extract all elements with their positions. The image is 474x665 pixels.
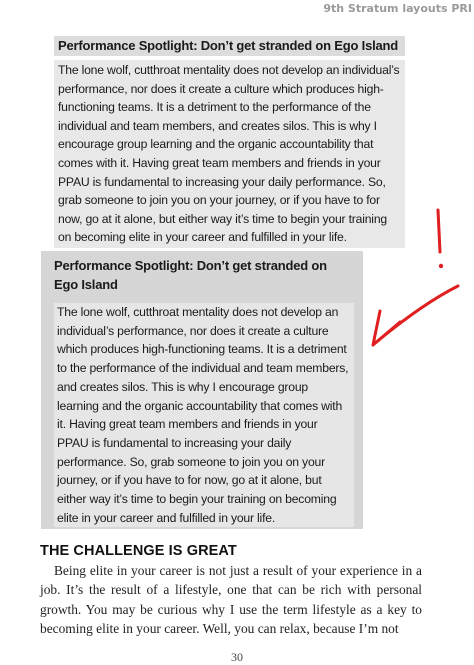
spotlight-box-original xyxy=(54,36,405,248)
spotlight-box-revised xyxy=(41,251,363,529)
page-number: 30 xyxy=(231,650,243,664)
section-paragraph: Being elite in your career is not just a result of your experience in a job. It’s the result of a lifestyle, one that can be rich with personal growth. You may be curious why I use the term lifestyle as a key to becoming elite in your career. Well, you can relax, because I’m not xyxy=(40,563,422,636)
spotlight-title: Performance Spotlight: Don’t get stranded on Ego Island xyxy=(54,258,327,292)
document-header-title: 9th Stratum layouts PRI xyxy=(323,2,472,15)
section-heading: THE CHALLENGE IS GREAT xyxy=(40,543,237,559)
exclamation-arrow-annotation-icon xyxy=(360,200,470,360)
spotlight-body: The lone wolf, cutthroat mentality does not develop an individual’s performance, nor does it create a culture which produces high-functioning teams. It is a detriment to the performance of the individual and team members, and creates silos. This is why I encourage group learning and the organic accountability that comes with it. Having great team members and friends in your PPAU is fundamental to increasing your daily performance. So, grab someone to join you on your journey, or if you have to for now, go at it alone, but either way it’s time to begin your training on becoming elite in your career and fulfilled in your life. xyxy=(54,60,405,248)
spotlight-title: Performance Spotlight: Don’t get stranded on Ego Island xyxy=(54,36,405,56)
spotlight-body: The lone wolf, cutthroat mentality does not develop an individual’s performance, nor does it create a culture which produces high-functioning teams. It is a detriment to the performance of the individual and team members, and creates silos. This is why I encourage group learning and the organic accountability that comes with it. Having great team members and friends in your PPAU is fundamental to increasing your daily performance. So, grab someone to join you on your journey, or if you have to for now, go at it alone, but either way it’s time to begin your training on becoming elite in your career and fulfilled in your life. xyxy=(54,303,354,527)
